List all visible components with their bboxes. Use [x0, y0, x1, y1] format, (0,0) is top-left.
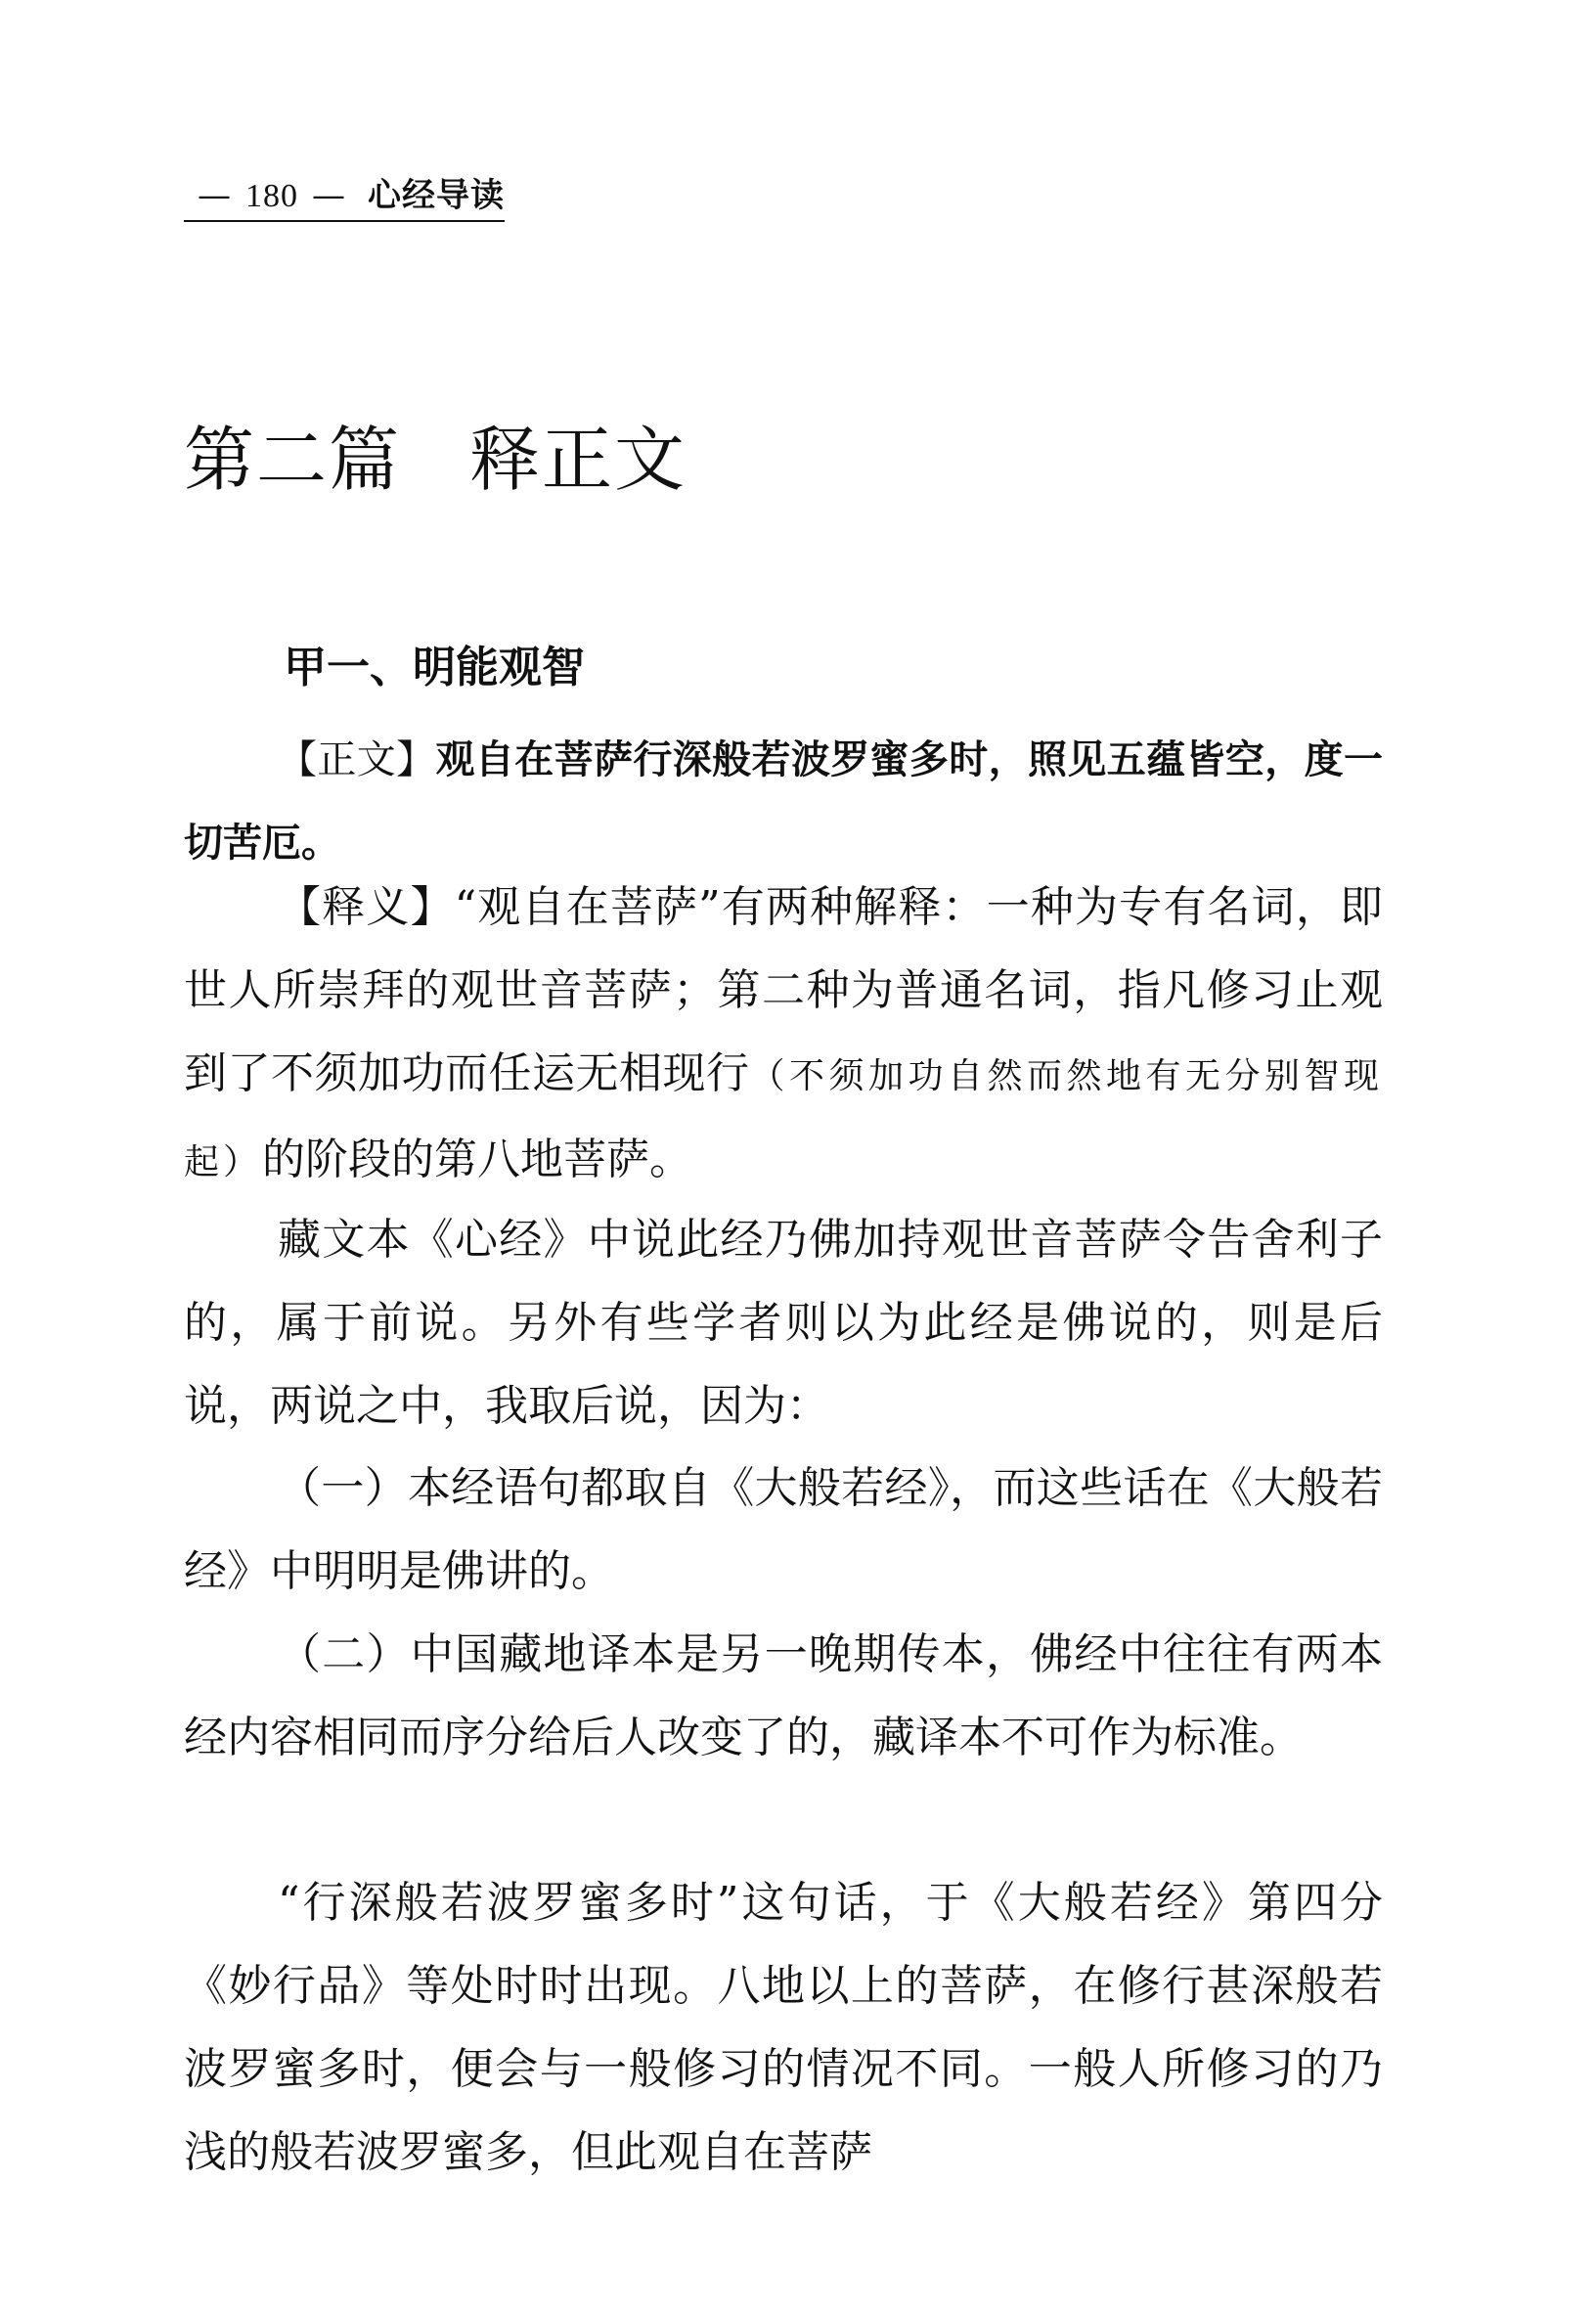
section-heading: 甲一、明能观智 — [284, 643, 585, 692]
header-dash-left: — — [198, 176, 232, 215]
running-header — [184, 176, 505, 222]
chapter-part: 第二篇 — [184, 419, 402, 501]
paragraph-tibetan-version: 藏文本《心经》中说此经乃佛加持观世音菩萨令告舍利子的，属于前说。另外有些学者则以为此经是佛说的，则是后说，两说之中，我取后说，因为： — [184, 1215, 1383, 1431]
paragraph-reason-one: （一）本经语句都取自《大般若经》，而这些话在《大般若经》中明明是佛讲的。 — [184, 1463, 1383, 1596]
chapter-name: 释正文 — [469, 419, 687, 501]
shiyi-paragraph — [184, 866, 1383, 1204]
page-number: 180 — [245, 178, 298, 214]
shiyi-text-end: 的阶段的第八地菩萨。 — [262, 1135, 693, 1184]
shiyi-label: 【释义】 — [278, 882, 455, 932]
shiyi-text: “观自在菩萨”有两种解释：一种为专有名词，即世人所崇拜的观世音菩萨；第二种为普通名词，指凡修习止观到了不须加功而任运无相现行 — [184, 882, 1383, 1098]
book-title: 心经导读 — [368, 176, 505, 215]
paragraph-prajna-practice: “行深般若波罗蜜多时”这句话，于《大般若经》第四分《妙行品》等处时时出现。八地以上的菩萨，在修行甚深般若波罗蜜多时，便会与一般修习的情况不同。一般人所修习的乃浅的般若波罗蜜多，但此观自在菩萨 — [184, 1878, 1383, 2177]
zhengwen-label: 【正文】 — [278, 737, 436, 782]
shiyi-note: （不须加功自然而然地有无分别智现起） — [184, 1056, 1383, 1182]
paragraph-reason-two: （二）中国藏地译本是另一晚期传本，佛经中往往有两本经内容相同而序分给后人改变了的，藏译本不可作为标准。 — [184, 1629, 1383, 1762]
chapter-title — [184, 419, 687, 501]
zhengwen-paragraph — [184, 719, 1383, 885]
zhengwen-text: 观自在菩萨行深般若波罗蜜多时，照见五蕴皆空，度一切苦厄。 — [184, 737, 1384, 866]
header-dash-right: — — [312, 176, 346, 215]
